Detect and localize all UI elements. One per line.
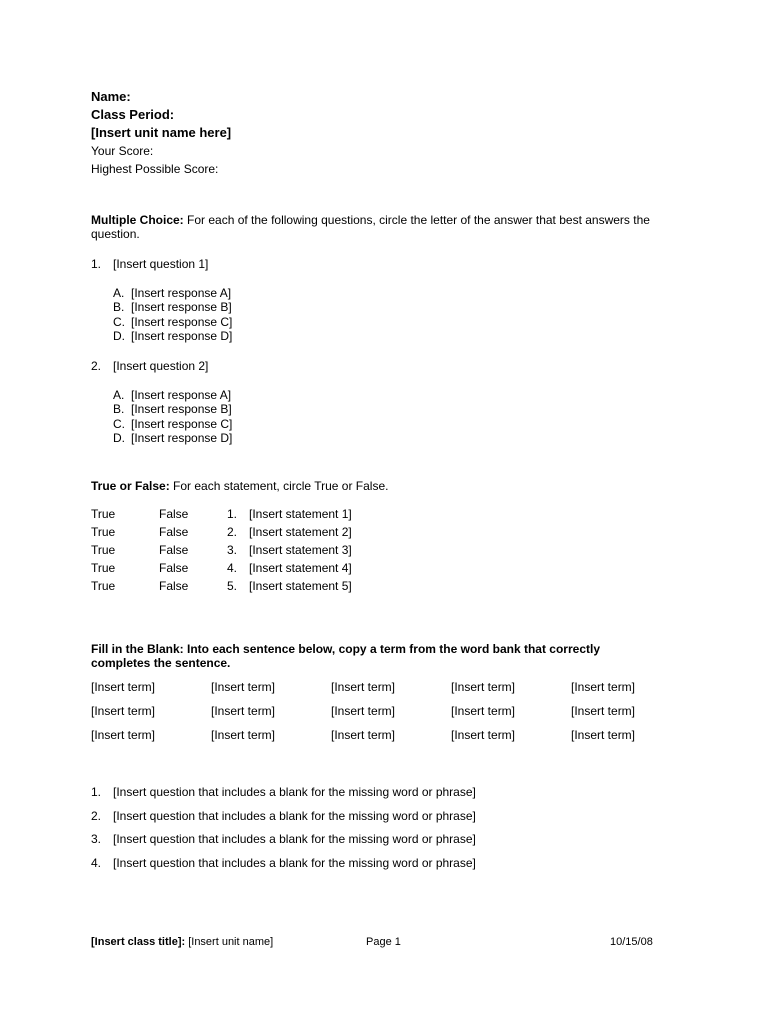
false-option[interactable]: False: [159, 525, 189, 539]
question-number: 2.: [91, 809, 102, 823]
statement-number: 5.: [227, 579, 238, 593]
word-bank-row-3: [91, 728, 691, 742]
statement-text: [Insert statement 1]: [249, 507, 352, 521]
response-letter: D.: [113, 329, 125, 343]
statement-number: 1.: [227, 507, 238, 521]
q1-response-d: [113, 329, 413, 343]
question-2: [91, 359, 491, 373]
question-1: [91, 257, 491, 271]
response-letter: A.: [113, 286, 125, 300]
tf-row-1: [91, 507, 491, 521]
statement-text: [Insert statement 3]: [249, 543, 352, 557]
word-bank-row-2: [91, 704, 691, 718]
question-text: [Insert question that includes a blank for the missing word or phrase]: [113, 785, 476, 799]
blank-question-3: [91, 832, 691, 846]
word-bank-term: [Insert term]: [571, 728, 636, 742]
question-number: 1.: [91, 257, 102, 271]
response-letter: A.: [113, 388, 125, 402]
response-text: [Insert response B]: [131, 402, 232, 416]
blank-question-2: [91, 809, 691, 823]
statement-number: 2.: [227, 525, 238, 539]
blank-question-4: [91, 856, 691, 870]
word-bank-term: [Insert term]: [91, 680, 156, 694]
true-option[interactable]: True: [91, 579, 116, 593]
response-text: [Insert response D]: [131, 431, 233, 445]
your-score-label: Your Score:: [91, 144, 154, 158]
statement-number: 3.: [227, 543, 238, 557]
highest-score-label: Highest Possible Score:: [91, 162, 219, 176]
response-text: [Insert response B]: [131, 300, 232, 314]
multiple-choice-text: For each of the following questions, circle the letter of the answer that best answers the question.: [91, 213, 650, 241]
multiple-choice-heading: Multiple Choice:: [91, 213, 184, 227]
true-option[interactable]: True: [91, 525, 116, 539]
response-text: [Insert response A]: [131, 388, 232, 402]
statement-text: [Insert statement 2]: [249, 525, 352, 539]
true-false-heading: True or False:: [91, 479, 170, 493]
word-bank-row-1: [91, 680, 691, 694]
true-false-instructions: [91, 479, 388, 493]
response-letter: B.: [113, 402, 125, 416]
word-bank-term: [Insert term]: [451, 680, 516, 694]
true-option[interactable]: True: [91, 561, 116, 575]
question-number: 3.: [91, 832, 102, 846]
q2-response-d: [113, 431, 413, 445]
statement-text: [Insert statement 5]: [249, 579, 352, 593]
q2-response-c: [113, 417, 413, 431]
response-letter: C.: [113, 417, 125, 431]
true-false-text: For each statement, circle True or False.: [173, 479, 389, 493]
statement-number: 4.: [227, 561, 238, 575]
word-bank-term: [Insert term]: [211, 728, 276, 742]
question-text: [Insert question 1]: [113, 257, 209, 271]
word-bank-term: [Insert term]: [91, 704, 156, 718]
class-period-label: Class Period:: [91, 107, 175, 122]
question-text: [Insert question that includes a blank for the missing word or phrase]: [113, 832, 476, 846]
footer-class-info: [91, 935, 273, 949]
word-bank-term: [Insert term]: [211, 680, 276, 694]
footer-unit-name: [Insert unit name]: [188, 936, 274, 948]
footer-page-number: Page 1: [366, 936, 401, 948]
q1-response-b: [113, 300, 413, 314]
tf-row-2: [91, 525, 491, 539]
true-option[interactable]: True: [91, 543, 116, 557]
q1-response-a: [113, 286, 413, 300]
footer-date: 10/15/08: [610, 936, 653, 948]
false-option[interactable]: False: [159, 507, 189, 521]
tf-row-5: [91, 579, 491, 593]
response-letter: B.: [113, 300, 125, 314]
name-label: Name:: [91, 89, 131, 104]
word-bank-term: [Insert term]: [571, 680, 636, 694]
question-number: 2.: [91, 359, 102, 373]
false-option[interactable]: False: [159, 561, 189, 575]
word-bank-term: [Insert term]: [331, 704, 396, 718]
false-option[interactable]: False: [159, 543, 189, 557]
question-number: 1.: [91, 785, 102, 799]
word-bank-term: [Insert term]: [451, 704, 516, 718]
response-text: [Insert response C]: [131, 315, 233, 329]
word-bank-term: [Insert term]: [571, 704, 636, 718]
question-number: 4.: [91, 856, 102, 870]
multiple-choice-instructions: [91, 213, 686, 241]
response-text: [Insert response D]: [131, 329, 233, 343]
question-text: [Insert question 2]: [113, 359, 209, 373]
word-bank-term: [Insert term]: [211, 704, 276, 718]
response-letter: C.: [113, 315, 125, 329]
response-text: [Insert response A]: [131, 286, 232, 300]
word-bank-term: [Insert term]: [91, 728, 156, 742]
question-text: [Insert question that includes a blank for the missing word or phrase]: [113, 809, 476, 823]
unit-name-title: [Insert unit name here]: [91, 125, 232, 140]
q2-response-a: [113, 388, 413, 402]
word-bank-term: [Insert term]: [331, 728, 396, 742]
tf-row-4: [91, 561, 491, 575]
true-option[interactable]: True: [91, 507, 116, 521]
statement-text: [Insert statement 4]: [249, 561, 352, 575]
fill-blank-heading: Fill in the Blank: Into each sentence below, copy a term from the word bank that correctly completes the sentence.: [91, 642, 600, 670]
q2-response-b: [113, 402, 413, 416]
word-bank-term: [Insert term]: [451, 728, 516, 742]
footer-class-title: [Insert class title]:: [91, 936, 186, 948]
word-bank-term: [Insert term]: [331, 680, 396, 694]
q1-response-c: [113, 315, 413, 329]
response-letter: D.: [113, 431, 125, 445]
blank-question-1: [91, 785, 691, 799]
response-text: [Insert response C]: [131, 417, 233, 431]
tf-row-3: [91, 543, 491, 557]
question-text: [Insert question that includes a blank for the missing word or phrase]: [113, 856, 476, 870]
false-option[interactable]: False: [159, 579, 189, 593]
